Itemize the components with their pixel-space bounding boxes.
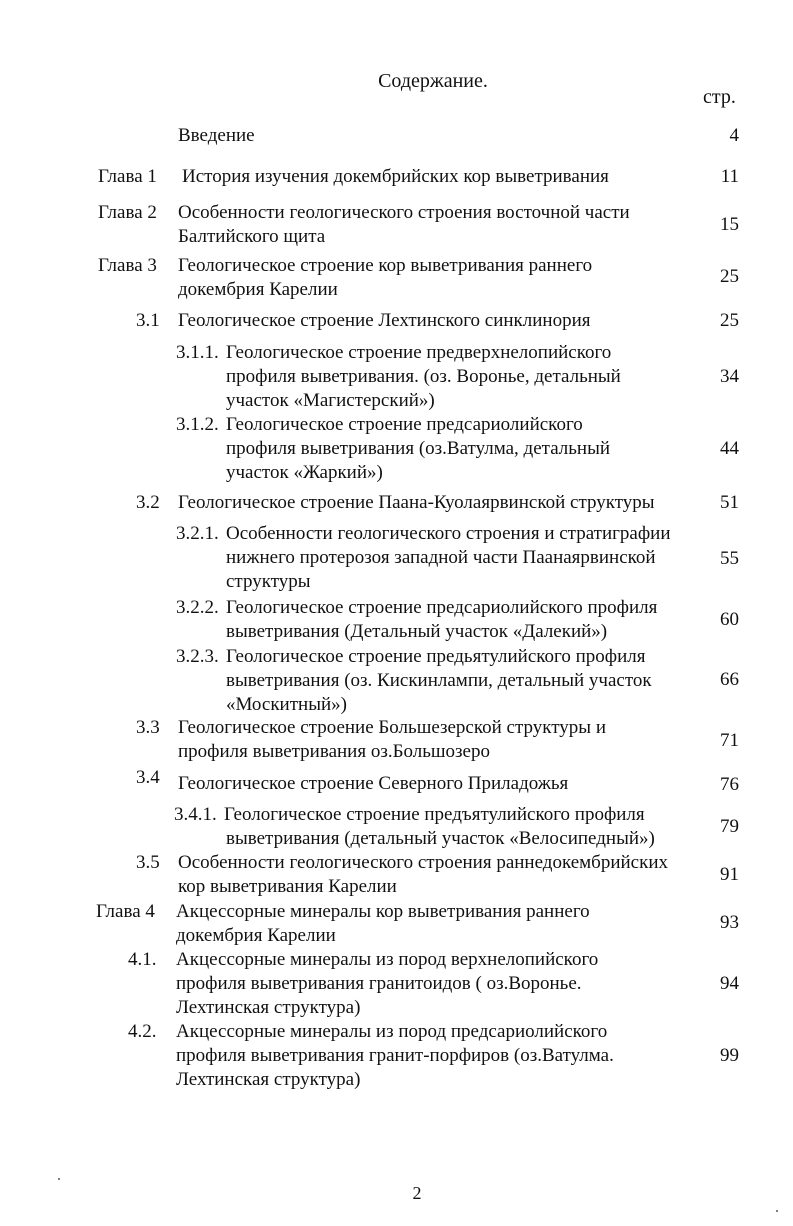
toc-entry-label: 3.1.2.: [176, 414, 219, 435]
toc-entry-text: профиля выветривания. (оз. Воронье, детальный: [226, 366, 621, 387]
toc-entry-text: Геологическое строение Лехтинского синклинория: [178, 310, 591, 331]
toc-entry-text: Акцессорные минералы из пород верхнелопийского: [176, 949, 599, 970]
toc-entry-text: выветривания (оз. Кискинлампи, детальный участок: [226, 670, 652, 691]
toc-entry-text: выветривания (детальный участок «Велосипедный»): [226, 828, 655, 849]
page-column-label: стр.: [703, 86, 736, 108]
toc-entry-text: Особенности геологического строения раннедокембрийских: [178, 852, 668, 873]
toc-entry-page: 4: [729, 125, 739, 146]
toc-entry-text: Лехтинская структура): [176, 1069, 361, 1090]
toc-entry-page: 94: [720, 973, 739, 994]
toc-entry-text: Геологическое строение предьятулийского профиля: [226, 646, 646, 667]
toc-entry-text: участок «Магистерский»): [226, 390, 435, 411]
toc-entry-text: докембрия Карелии: [176, 925, 336, 946]
toc-entry-label: Глава 4: [96, 901, 155, 922]
toc-entry-label: 3.5: [136, 852, 160, 873]
toc-entry-text: Геологическое строение Паана-Куолаярвинской структуры: [178, 492, 655, 513]
toc-entry-label: 3.1: [136, 310, 160, 331]
toc-entry-page: 93: [720, 912, 739, 933]
toc-entry-label: 3.4.1.: [174, 804, 217, 825]
toc-entry-text: Лехтинская структура): [176, 997, 361, 1018]
toc-entry-text: нижнего протерозоя западной части Паанаярвинской: [226, 547, 656, 568]
toc-entry-page: 79: [720, 816, 739, 837]
toc-entry-text: профиля выветривания гранитоидов ( оз.Воронье.: [176, 973, 582, 994]
toc-entry-label: 3.2.3.: [176, 646, 219, 667]
toc-entry-text: Особенности геологического строения и стратиграфии: [226, 523, 671, 544]
toc-entry-page: 71: [720, 730, 739, 751]
toc-entry-text: Балтийского щита: [178, 226, 326, 247]
scan-speck: [58, 1178, 60, 1180]
toc-entry-text: выветривания (Детальный участок «Далекий»): [226, 621, 608, 642]
toc-entry-text: Акцессорные минералы кор выветривания раннего: [176, 901, 590, 922]
toc-entry-text: Особенности геологического строения восточной части: [178, 202, 630, 223]
toc-entry-label: 3.1.1.: [176, 342, 219, 363]
toc-entry-page: 99: [720, 1045, 739, 1066]
toc-entry-page: 76: [720, 774, 739, 795]
toc-entry-label: Глава 3: [98, 255, 157, 276]
toc-entry-label: 3.2.2.: [176, 597, 219, 618]
toc-entry-text: Геологическое строение предъятулийского профиля: [224, 804, 645, 825]
toc-entry-text: Введение: [178, 125, 255, 146]
toc-entry-label: 3.2: [136, 492, 160, 513]
toc-entry-page: 44: [720, 438, 739, 459]
toc-entry-page: 25: [720, 266, 739, 287]
toc-entry-text: кор выветривания Карелии: [178, 876, 397, 897]
toc-entry-page: 60: [720, 609, 739, 630]
toc-entry-text: История изучения докембрийских кор выветривания: [182, 166, 609, 187]
toc-entry-text: Геологическое строение предсариолийского профиля: [226, 597, 658, 618]
toc-entry-label: 3.4: [136, 767, 160, 788]
toc-entry-text: Геологическое строение предсариолийского: [226, 414, 583, 435]
toc-entry-text: профиля выветривания оз.Большозеро: [178, 741, 490, 762]
toc-entry-text: Акцессорные минералы из пород предсариолийского: [176, 1021, 608, 1042]
toc-entry-label: 4.1.: [128, 949, 157, 970]
toc-entry-text: Геологическое строение Большезерской структуры и: [178, 717, 606, 738]
toc-entry-page: 11: [720, 166, 739, 187]
toc-entry-text: участок «Жаркий»): [226, 462, 383, 483]
toc-entry-text: структуры: [226, 571, 311, 592]
toc-entry-text: докембрия Карелии: [178, 279, 338, 300]
toc-entry-text: Геологическое строение предверхнелопийского: [226, 342, 612, 363]
toc-entry-label: 3.3: [136, 717, 160, 738]
toc-entry-page: 34: [720, 366, 739, 387]
toc-entry-page: 51: [720, 492, 739, 513]
page-number: 2: [412, 1183, 422, 1203]
toc-entry-label: Глава 2: [98, 202, 157, 223]
toc-entry-text: «Москитный»): [226, 694, 347, 715]
toc-entry-text: профиля выветривания (оз.Ватулма, детальный: [226, 438, 611, 459]
toc-entry-page: 15: [720, 214, 739, 235]
toc-entry-text: Геологическое строение Северного Приладожья: [178, 773, 569, 794]
toc-entry-label: Глава 1: [98, 166, 157, 187]
toc-entry-page: 91: [720, 864, 739, 885]
toc-entry-page: 25: [720, 310, 739, 331]
toc-entry-page: 66: [720, 669, 739, 690]
toc-entry-text: Геологическое строение кор выветривания раннего: [178, 255, 593, 276]
toc-entry-page: 55: [720, 548, 739, 569]
toc-title: Содержание.: [378, 70, 488, 92]
scan-speck: [776, 1210, 778, 1212]
toc-entry-label: 4.2.: [128, 1021, 157, 1042]
toc-entry-label: 3.2.1.: [176, 523, 219, 544]
toc-entry-text: профиля выветривания гранит-порфиров (оз.Ватулма.: [176, 1045, 614, 1066]
